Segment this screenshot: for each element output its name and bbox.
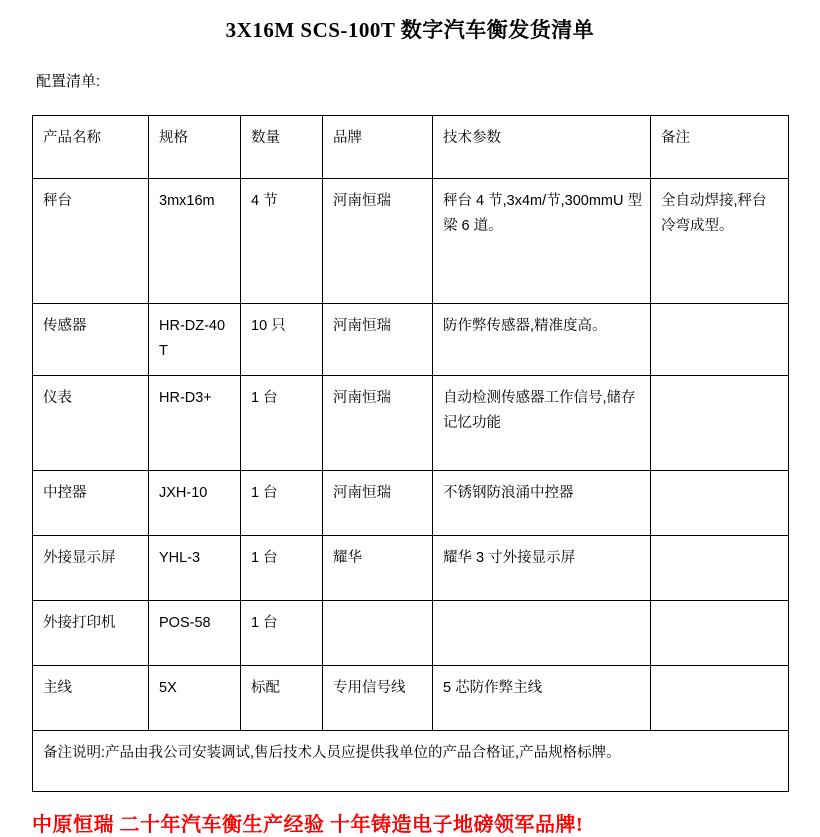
table-row [33,600,789,665]
cell-brand: 专用信号线 [323,665,433,730]
footer-slogan: 中原恒瑞 二十年汽车衡生产经验 十年铸造电子地磅领军品牌! [32,813,584,836]
table-header-cell-remark: 备注 [651,116,789,179]
table-header-row [33,116,789,179]
cell-brand: 河南恒瑞 [323,375,433,470]
cell-qty: 1 台 [241,600,323,665]
table-note-row [33,730,789,791]
cell-name: 中控器 [33,470,149,535]
table-header-cell-params: 技术参数 [433,116,651,179]
page-title: 3X16M SCS-100T 数字汽车衡发货清单 [225,18,595,42]
cell-params: 不锈钢防浪涌中控器 [433,470,651,535]
cell-qty: 1 台 [241,535,323,600]
cell-spec: HR-DZ-40T [149,304,241,376]
cell-spec: POS-58 [149,600,241,665]
table-row [33,470,789,535]
cell-remark: 全自动焊接,秤台冷弯成型。 [651,179,789,304]
cell-params: 耀华 3 寸外接显示屏 [433,535,651,600]
cell-name: 仪表 [33,375,149,470]
cell-brand: 河南恒瑞 [323,304,433,376]
table-row [33,535,789,600]
table-header-cell-qty: 数量 [241,116,323,179]
cell-remark [651,665,789,730]
table-row [33,665,789,730]
cell-params [433,600,651,665]
cell-remark [651,375,789,470]
cell-name: 秤台 [33,179,149,304]
cell-name: 外接显示屏 [33,535,149,600]
cell-params: 自动检测传感器工作信号,储存记忆功能 [433,375,651,470]
cell-remark [651,470,789,535]
table-header-cell-brand: 品牌 [323,116,433,179]
spec-table [32,115,789,792]
cell-params: 防作弊传感器,精准度高。 [433,304,651,376]
cell-spec: JXH-10 [149,470,241,535]
cell-spec: HR-D3+ [149,375,241,470]
cell-brand: 耀华 [323,535,433,600]
cell-remark [651,600,789,665]
cell-qty: 1 台 [241,375,323,470]
cell-brand: 河南恒瑞 [323,470,433,535]
table-row [33,304,789,376]
cell-remark [651,535,789,600]
cell-params: 秤台 4 节,3x4m/节,300mmU 型梁 6 道。 [433,179,651,304]
cell-brand: 河南恒瑞 [323,179,433,304]
cell-name: 外接打印机 [33,600,149,665]
cell-remark [651,304,789,376]
table-note-cell: 备注说明:产品由我公司安装调试,售后技术人员应提供我单位的产品合格证,产品规格标牌。 [33,730,789,791]
table-row [33,179,789,304]
cell-qty: 10 只 [241,304,323,376]
cell-qty: 1 台 [241,470,323,535]
cell-qty: 4 节 [241,179,323,304]
table-header-cell-spec: 规格 [149,116,241,179]
cell-spec: YHL-3 [149,535,241,600]
cell-name: 传感器 [33,304,149,376]
config-list-label: 配置清单: [36,73,101,90]
cell-name: 主线 [33,665,149,730]
cell-qty: 标配 [241,665,323,730]
cell-brand [323,600,433,665]
cell-params: 5 芯防作弊主线 [433,665,651,730]
cell-spec: 3mx16m [149,179,241,304]
table-header-cell-name: 产品名称 [33,116,149,179]
table-row [33,375,789,470]
cell-spec: 5X [149,665,241,730]
